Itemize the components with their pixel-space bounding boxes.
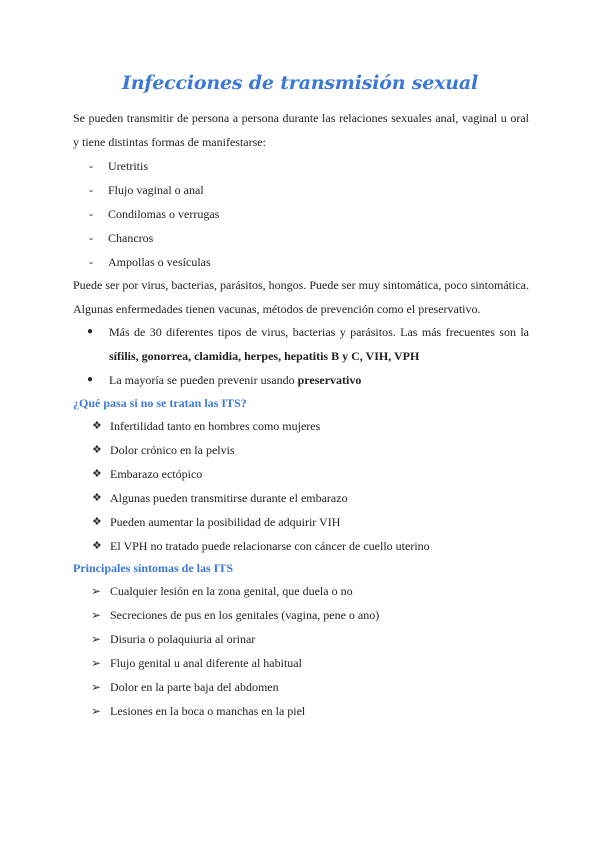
untreated-heading: ¿Qué pasa si no se tratan las ITS? xyxy=(73,396,247,410)
intro-paragraph: Se pueden transmitir de persona a persona durante las relaciones sexuales anal, vaginal u oral y tiene distintas formas de manifestarse: xyxy=(73,111,529,149)
causes-paragraph: Puede ser por virus, bacterias, parásitos, hongos. Puede ser muy sintomática, poco sintomática. Algunas enfermedades tienen vacunas, métodos de prevención como el preservativo. xyxy=(73,278,529,316)
symptoms-heading: Principales síntomas de las ITS xyxy=(73,561,234,575)
document-page: Infecciones de transmisión sexual Se pueden transmitir de persona a persona durante las relaciones sexuales anal, vaginal u oral y tiene distintas formas de manifestarse: - Uretritis - Flujo vaginal o anal - Condilomas o verrugas - Chancros - Ampollas o vesículas Puede ser por virus, bacterias, parásitos, hongos. Puede ser muy sintomática, poco sintomática. Algunas enfermedades tienen vacunas, métodos de prevención como el preservativo. ● Más de 30 diferentes tipos de virus, bacterias y parásitos. Las más frecuentes son la sífilis, gonorrea, clamidia, herpes, hepatitis B y C, VIH, VPH ● La mayoría se pueden prevenir usando preservativo ¿Qué pasa si no se tratan las ITS? ❖ Infertilidad tanto en hombres como mujeres ❖ Dolor crónico en la pelvis ❖ Embarazo ectópico ❖ Algunas pueden transmitirse durante el embarazo ❖ Pueden aumentar la posibilidad de adquirir VIH ❖ El VPH no tratado puede relacionarse con cáncer de cuello uterino Principales síntomas de las ITS ➢ Cualquier lesión en la zona genital, que duela o no ➢ Secreciones de pus en los genitales (vagina, pene o ano) ➢ Disuria o polaquiuria al orinar ➢ Flujo genital u anal diferente al habitual ➢ Dolor en la parte baja del abdomen ➢ Lesiones en la boca o manchas en la piel xyxy=(0,0,600,848)
page-title: Infecciones de transmisión sexual xyxy=(122,72,478,94)
